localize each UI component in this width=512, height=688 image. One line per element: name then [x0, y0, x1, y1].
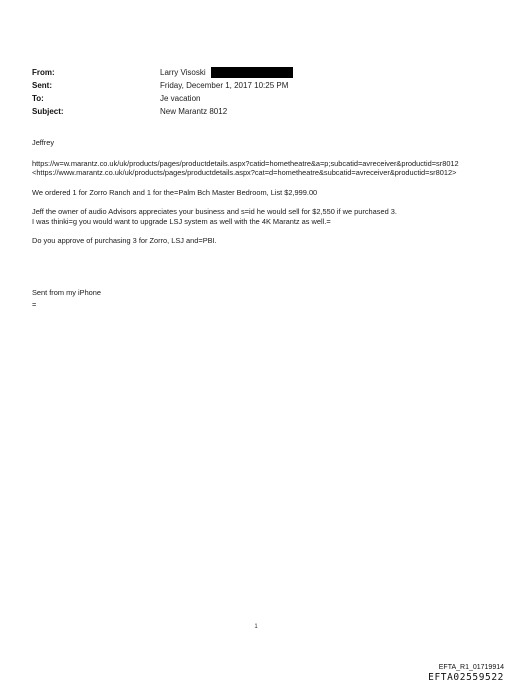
- paragraph-offer-line-2: I was thinki=g you would want to upgrade LSJ system as well with the 4K Marantz as well.=: [32, 216, 331, 226]
- from-row: [32, 66, 472, 79]
- subject-value: New Marantz 8012: [160, 107, 228, 116]
- sent-row: [32, 79, 472, 92]
- paragraph-approval: Do you approve of purchasing 3 for Zorro, LSJ and=PBI.: [32, 236, 217, 245]
- sent-label: Sent:: [32, 81, 52, 90]
- from-label: From:: [32, 68, 55, 77]
- redaction-block: [211, 67, 293, 78]
- bates-number-2: EFTA02559522: [428, 672, 504, 683]
- email-body: [32, 138, 492, 310]
- subject-row: [32, 105, 472, 118]
- page-number: 1: [254, 624, 258, 630]
- product-link-2[interactable]: <https://www.marantz.co.uk/uk/products/pages/productdetails.aspx?cat=d=hometheatre&subcatid=avreceiver&productid=sr8012>: [32, 168, 457, 177]
- trailer: =: [32, 300, 37, 309]
- email-header: [32, 66, 472, 118]
- bates-stamp: [428, 663, 504, 683]
- greeting: Jeffrey: [32, 138, 55, 147]
- to-value: Je vacation: [160, 94, 201, 103]
- from-value: Larry Visoski: [160, 68, 206, 77]
- to-row: [32, 92, 472, 105]
- subject-label: Subject:: [32, 107, 64, 116]
- sent-value: Friday, December 1, 2017 10:25 PM: [160, 81, 289, 90]
- to-label: To:: [32, 94, 44, 103]
- bates-number-1: EFTA_R1_01719914: [438, 664, 504, 671]
- paragraph-order: We ordered 1 for Zorro Ranch and 1 for the=Palm Bch Master Bedroom, List $2,999.00: [32, 187, 318, 197]
- product-link-1[interactable]: https://w=w.marantz.co.uk/uk/products/pages/productdetails.aspx?catid=hometheatre&a=p;subcatid=avreceiver&productid=sr8012: [32, 158, 459, 168]
- signature: Sent from my iPhone: [32, 287, 102, 297]
- paragraph-offer-line-1: Jeff the owner of audio Advisors appreciates your business and s=id he would sell for $2,550 if we purchased 3.: [32, 207, 397, 216]
